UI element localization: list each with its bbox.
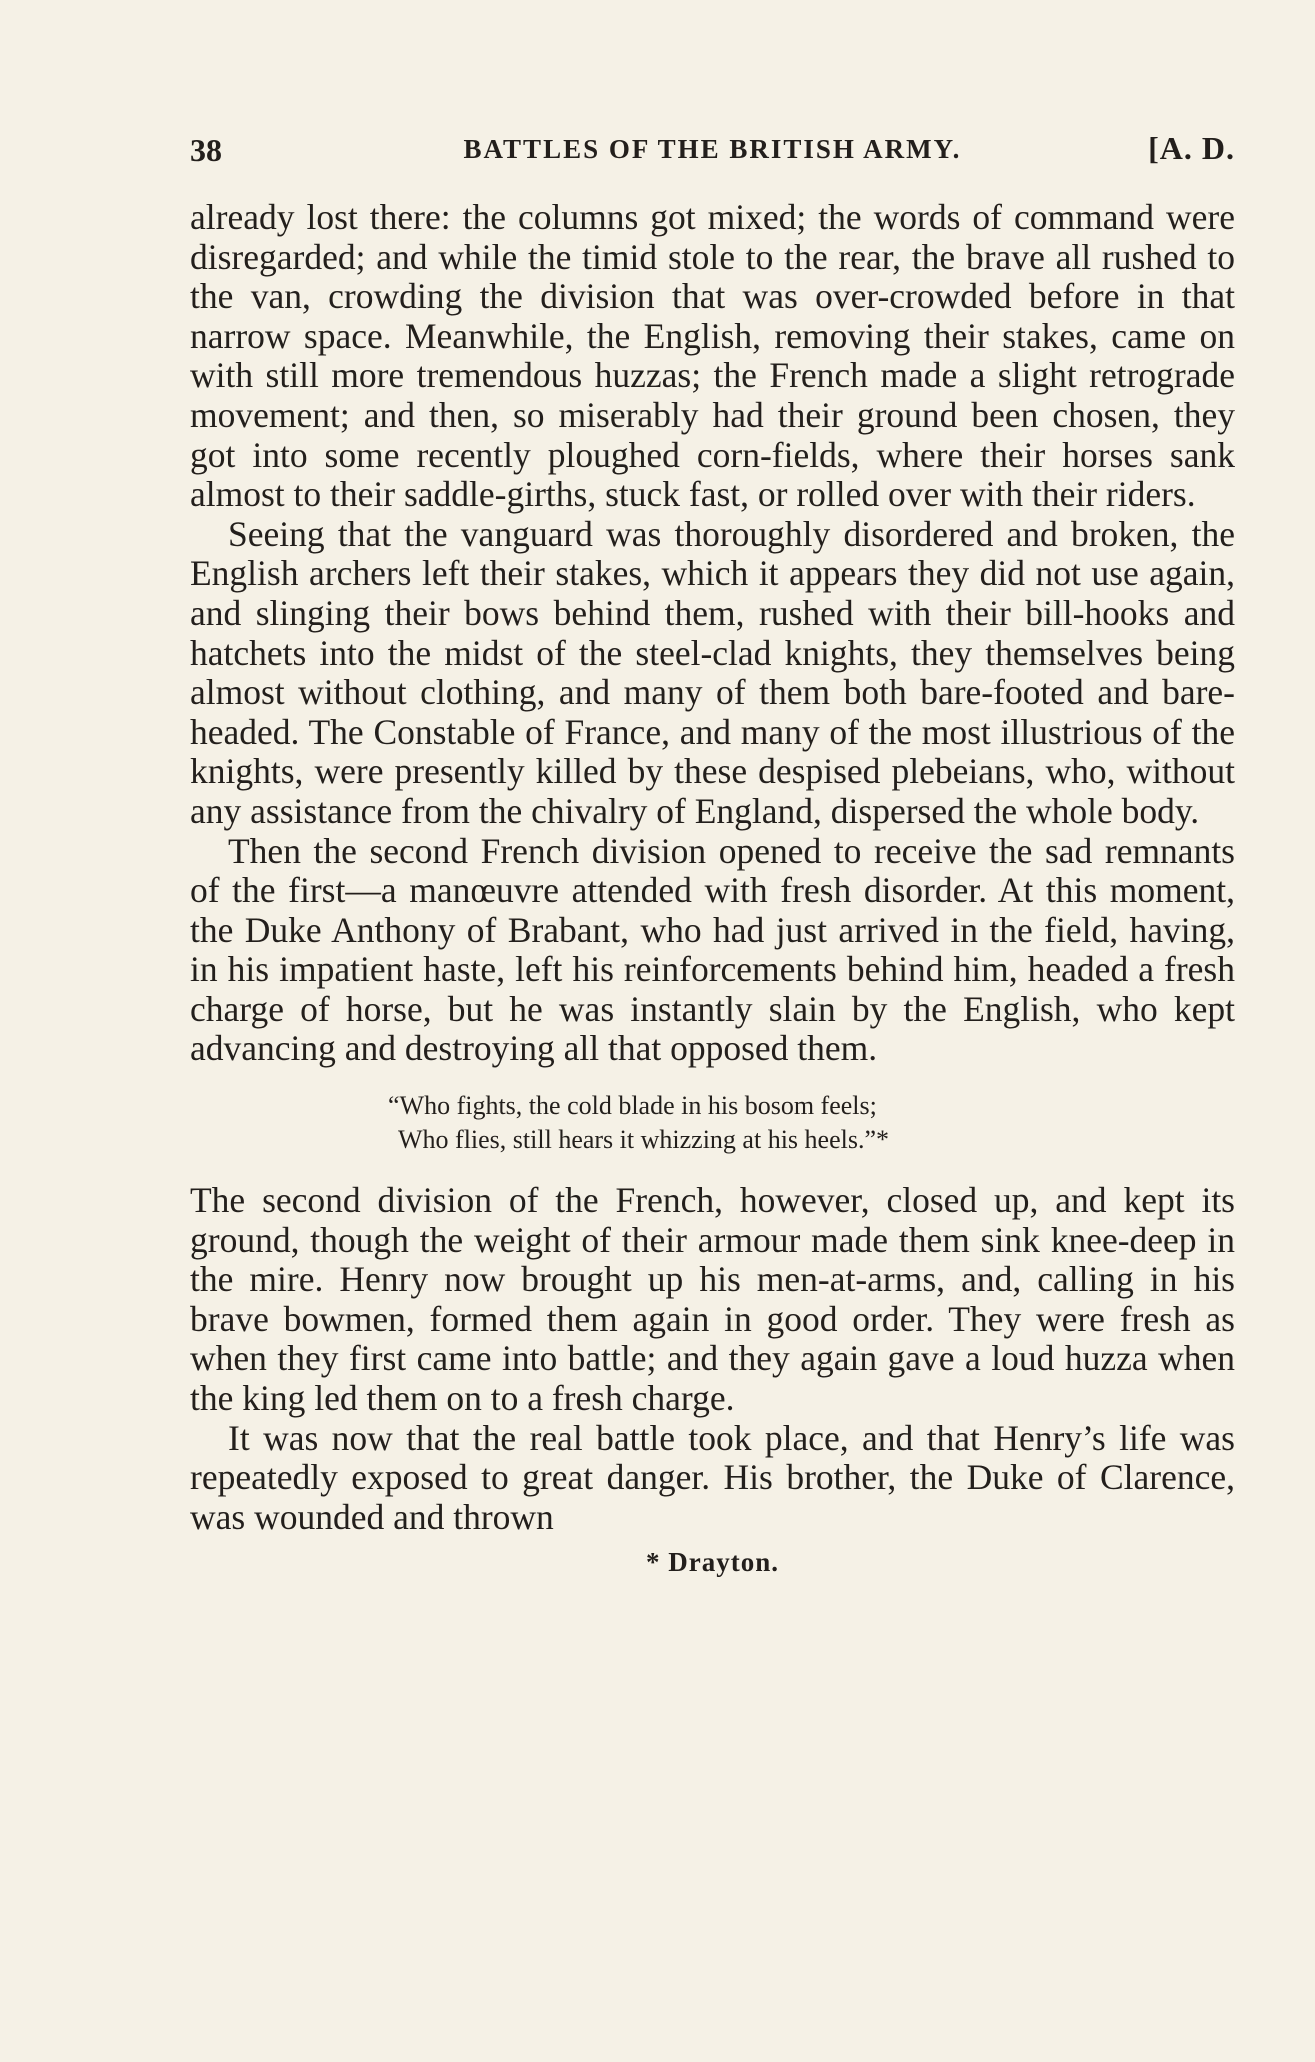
running-title: BATTLES OF THE BRITISH ARMY. [463,134,962,164]
paragraph-5: It was now that the real battle took place, and that Henry’s life was repeatedly exposed to great danger. His brother, the Duke of Clarence, was wounded and thrown [190,1417,1235,1537]
paragraph-3: Then the second French division opened to receive the sad remnants of the first—a manœuvre attended with fresh disorder. At this moment, the Duke Anthony of Brabant, who had just arrived in the field, having, in his impatient haste, left his reinforcements behind him, headed a fresh charge of horse, but he was instantly slain by the English, who kept advancing and destroying all that opposed them. [190,830,1235,1069]
book-page [190,120,1235,1578]
paragraph-2: Seeing that the vanguard was thoroughly disordered and broken, the English archers left their stakes, which it appears they did not use again, and slinging their bows behind them, rushed with their bill-hooks and hatchets into the midst of the steel-clad knights, they themselves being almost without clothing, and many of them both bare-footed and bare-headed. The Constable of France, and many of the most illustrious of the knights, were presently killed by these despised plebeians, who, without any assistance from the chivalry of England, dispersed the whole body. [190,513,1235,831]
page-number: 38 [190,132,222,168]
paragraph-1: already lost there: the columns got mixed; the words of command were disregarded; and while the timid stole to the rear, the brave all rushed to the van, crowding the division that was over-crowded before in that narrow space. Meanwhile, the English, removing their stakes, came on with still more tremendous huzzas; the French made a slight retrograde movement; and then, so miserably had their ground been chosen, they got into some recently ploughed corn-fields, where their horses sank almost to their saddle-girths, stuck fast, or rolled over with their riders. [190,197,1235,515]
running-head [190,120,1235,180]
verse-line-2: Who flies, still hears it whizzing at his heels.”* [398,1125,889,1155]
body-text [190,198,1235,1537]
footnote: * Drayton. [646,1547,779,1578]
paragraph-4: The second division of the French, however, closed up, and kept its ground, though the weight of their armour made them sink knee-deep in the mire. Henry now brought up his men-at-arms, and, calling in his brave bowmen, formed them again in good order. They were fresh as when they first came into battle; and they again gave a loud huzza when the king led them on to a fresh charge. [190,1180,1235,1419]
verse-quote [190,1089,1235,1157]
verse-line-1: “Who fights, the cold blade in his bosom feels; [388,1091,877,1121]
running-side-label: [A. D. [1148,130,1235,166]
